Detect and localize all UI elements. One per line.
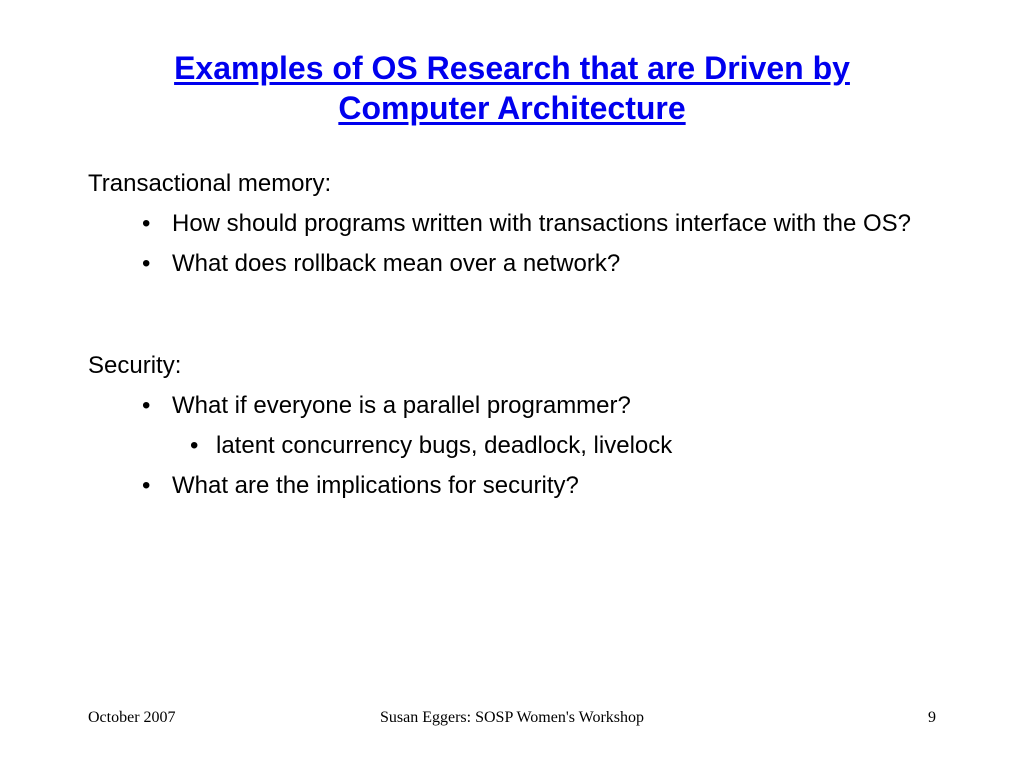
slide-title-line-2: Computer Architecture xyxy=(338,90,686,126)
slide-title-line-1: Examples of OS Research that are Driven by xyxy=(174,50,850,86)
footer-date: October 2007 xyxy=(88,709,176,726)
slide-title xyxy=(100,48,924,128)
bullet-item xyxy=(142,391,948,421)
bullet-icon: • xyxy=(142,250,151,277)
bullet-icon: • xyxy=(142,210,151,237)
slide-body xyxy=(88,169,948,501)
bullet-item xyxy=(142,249,948,279)
bullet-icon: • xyxy=(142,472,151,499)
section-spacer xyxy=(88,279,948,351)
bullet-icon: • xyxy=(190,432,199,459)
footer-author: Susan Eggers: SOSP Women's Workshop xyxy=(379,709,645,726)
footer-page-number: 9 xyxy=(928,709,936,726)
sub-bullet-item xyxy=(190,431,948,461)
bullet-text: What if everyone is a parallel programmer? xyxy=(172,392,631,419)
section-heading-security: Security: xyxy=(88,352,182,379)
bullet-text: What are the implications for security? xyxy=(172,472,579,499)
bullet-item xyxy=(142,209,948,239)
bullet-item xyxy=(142,471,948,501)
bullet-text: latent concurrency bugs, deadlock, livelock xyxy=(216,432,673,459)
section-heading-transactional-memory: Transactional memory: xyxy=(88,170,332,197)
bullet-icon: • xyxy=(142,392,151,419)
bullet-text: How should programs written with transactions interface with the OS? xyxy=(172,210,911,237)
bullet-text: What does rollback mean over a network? xyxy=(172,250,621,277)
